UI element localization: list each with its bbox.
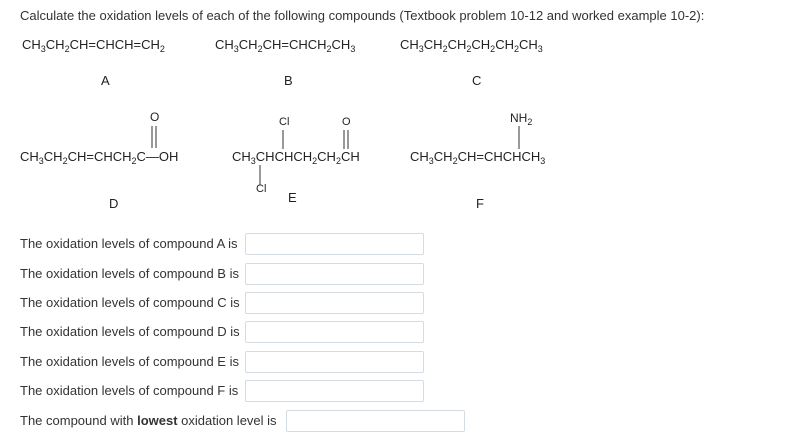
answer-a-input[interactable] — [245, 233, 424, 255]
answer-lowest-input[interactable] — [286, 410, 465, 432]
compound-a-label: A — [101, 73, 110, 88]
question-f-text: The oxidation levels of compound F is — [20, 383, 239, 398]
answer-e-input[interactable] — [245, 351, 424, 373]
question-lowest-text — [20, 413, 277, 428]
compound-c-label: C — [472, 73, 482, 88]
compound-e-chlorine-bottom: Cl — [256, 183, 267, 195]
question-d-text: The oxidation levels of compound D is — [20, 324, 240, 339]
answer-d-input[interactable] — [245, 321, 424, 343]
compound-c-formula: $CH_3CH_2CH_2CH_2CH_2CH_3$ — [400, 37, 543, 54]
compound-d-carbonyl-oxygen: O — [150, 110, 160, 124]
compound-f-label: F — [476, 196, 484, 211]
question-lowest-prefix: The compound with — [20, 413, 138, 428]
answer-c-input[interactable] — [245, 292, 424, 314]
problem-prompt: Calculate the oxidation levels of each of the following compounds (Textbook problem 10-12 and worked example 10-2): — [20, 8, 705, 23]
compound-e-carbonyl-oxygen: O — [342, 116, 351, 128]
question-lowest-emphasis: lowest — [137, 413, 178, 428]
compound-f-formula: $CH_3CH_2CH=CHCHCH_3$ — [410, 149, 546, 166]
answer-f-input[interactable] — [245, 380, 424, 402]
compound-b-label: B — [284, 73, 293, 88]
compound-e-chlorine-top: Cl — [279, 116, 290, 128]
answer-b-input[interactable] — [245, 263, 424, 285]
compound-e-formula: $CH_3CHCHCH_2CH_2CH$ — [232, 149, 360, 166]
question-e-text: The oxidation levels of compound E is — [20, 354, 239, 369]
compound-f-amino-group: $NH_2$ — [510, 111, 533, 127]
question-lowest-suffix: oxidation level is — [177, 413, 277, 428]
compound-e-label: E — [288, 190, 297, 205]
compound-b-formula: $CH_3CH_2CH=CHCH_2CH_3$ — [215, 37, 356, 54]
compound-d-formula: $CH_3CH_2CH=CHCH_2C—OH$ — [20, 149, 179, 166]
question-a-text: The oxidation levels of compound A is — [20, 236, 238, 251]
question-c-text: The oxidation levels of compound C is — [20, 295, 240, 310]
compound-a-formula: $CH_3CH_2CH=CHCH=CH_2$ — [22, 37, 165, 54]
compound-d-label: D — [109, 196, 119, 211]
question-b-text: The oxidation levels of compound B is — [20, 266, 239, 281]
